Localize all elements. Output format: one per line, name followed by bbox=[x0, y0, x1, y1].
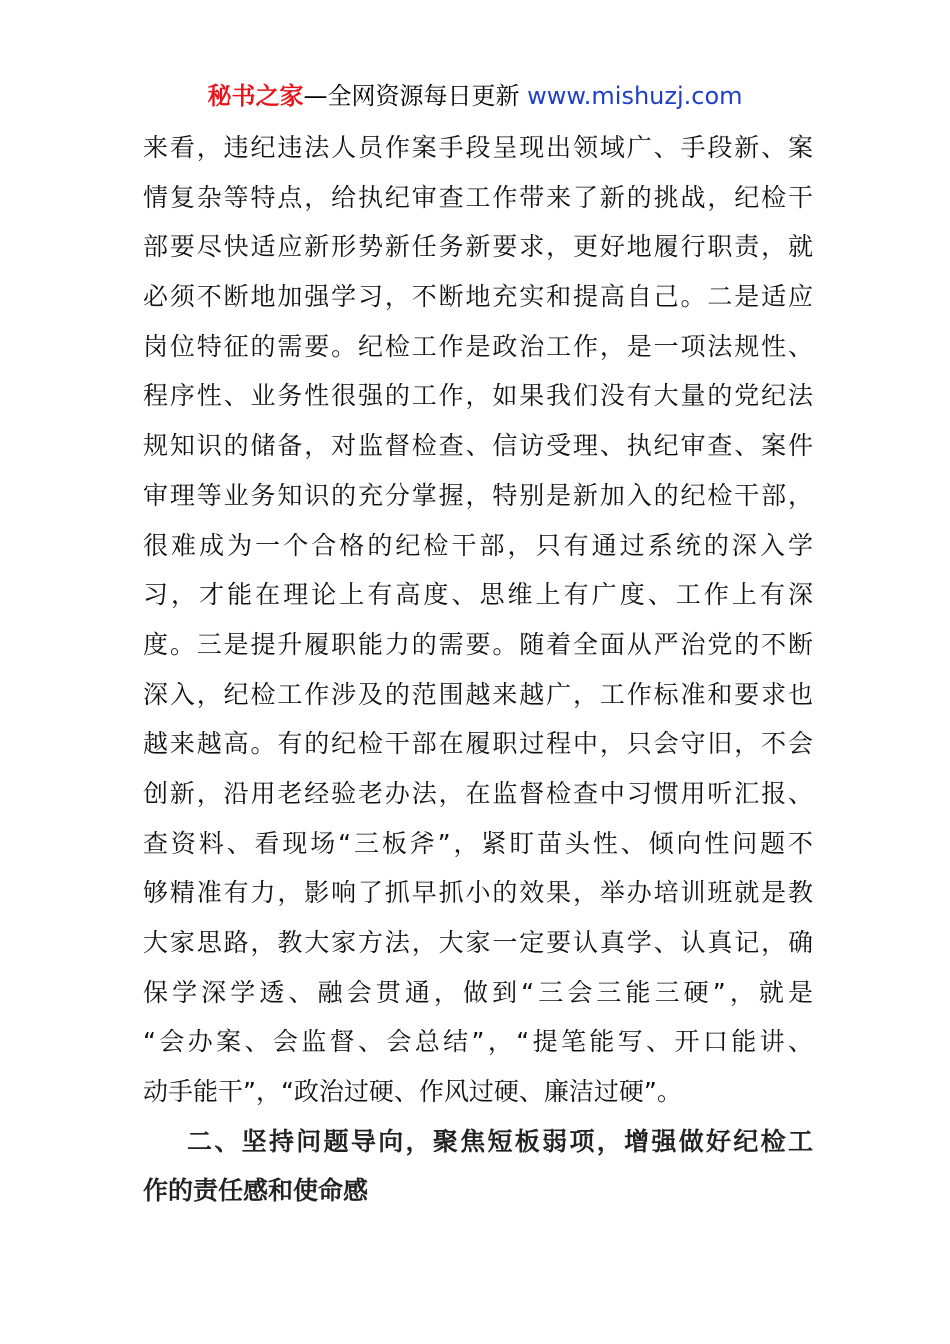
paragraph-line: 程序性、业务性很强的工作，如果我们没有大量的党纪法 bbox=[143, 381, 813, 411]
section-heading-line: 二、坚持问题导向，聚焦短板弱项，增强做好纪检工 bbox=[187, 1126, 813, 1156]
paragraph-line: 情复杂等特点，给执纪审查工作带来了新的挑战，纪检干 bbox=[143, 182, 813, 212]
document-body bbox=[143, 123, 813, 1216]
site-brand: 秘书之家 bbox=[207, 82, 304, 110]
paragraph-line: 度。三是提升履职能力的需要。随着全面从严治党的不断 bbox=[143, 629, 813, 659]
paragraph-line: 很难成为一个合格的纪检干部，只有通过系统的深入学 bbox=[143, 530, 813, 560]
paragraph-line: 必须不断地加强学习，不断地充实和提高自己。二是适应 bbox=[143, 282, 813, 312]
site-url-link[interactable]: www.mishuzj.com bbox=[527, 82, 743, 110]
paragraph-line: 深入，纪检工作涉及的范围越来越广，工作标准和要求也 bbox=[143, 679, 813, 709]
section-heading-line: 作的责任感和使命感 bbox=[143, 1176, 369, 1206]
paragraph-line: “会办案、会监督、会总结”，“提笔能写、开口能讲、 bbox=[143, 1027, 813, 1057]
site-header bbox=[0, 80, 950, 112]
site-tagline: —全网资源每日更新 bbox=[303, 82, 520, 110]
paragraph-line: 创新，沿用老经验老办法，在监督检查中习惯用听汇报、 bbox=[143, 778, 813, 808]
section-heading bbox=[143, 1117, 813, 1216]
paragraph-line: 审理等业务知识的充分掌握，特别是新加入的纪检干部， bbox=[143, 480, 813, 510]
paragraph-line: 查资料、看现场“三板斧”，紧盯苗头性、倾向性问题不 bbox=[143, 828, 813, 858]
paragraph-line: 习，才能在理论上有高度、思维上有广度、工作上有深 bbox=[143, 580, 813, 610]
paragraph-line: 够精准有力，影响了抓早抓小的效果，举办培训班就是教 bbox=[143, 878, 813, 908]
paragraph-line: 岗位特征的需要。纪检工作是政治工作，是一项法规性、 bbox=[143, 331, 813, 361]
paragraph-line: 越来越高。有的纪检干部在履职过程中，只会守旧，不会 bbox=[143, 729, 813, 759]
paragraph-line: 来看，违纪违法人员作案手段呈现出领域广、手段新、案 bbox=[143, 133, 813, 162]
paragraph-line: 动手能干”，“政治过硬、作风过硬、廉洁过硬”。 bbox=[143, 1077, 682, 1107]
paragraph-line: 大家思路，教大家方法，大家一定要认真学、认真记，确 bbox=[143, 928, 813, 957]
body-paragraph bbox=[143, 123, 813, 1117]
paragraph-line: 规知识的储备，对监督检查、信访受理、执纪审查、案件 bbox=[143, 431, 813, 461]
paragraph-line: 部要尽快适应新形势新任务新要求，更好地履行职责，就 bbox=[143, 232, 813, 262]
paragraph-line: 保学深学透、融会贯通，做到“三会三能三硬”，就是 bbox=[143, 977, 813, 1007]
